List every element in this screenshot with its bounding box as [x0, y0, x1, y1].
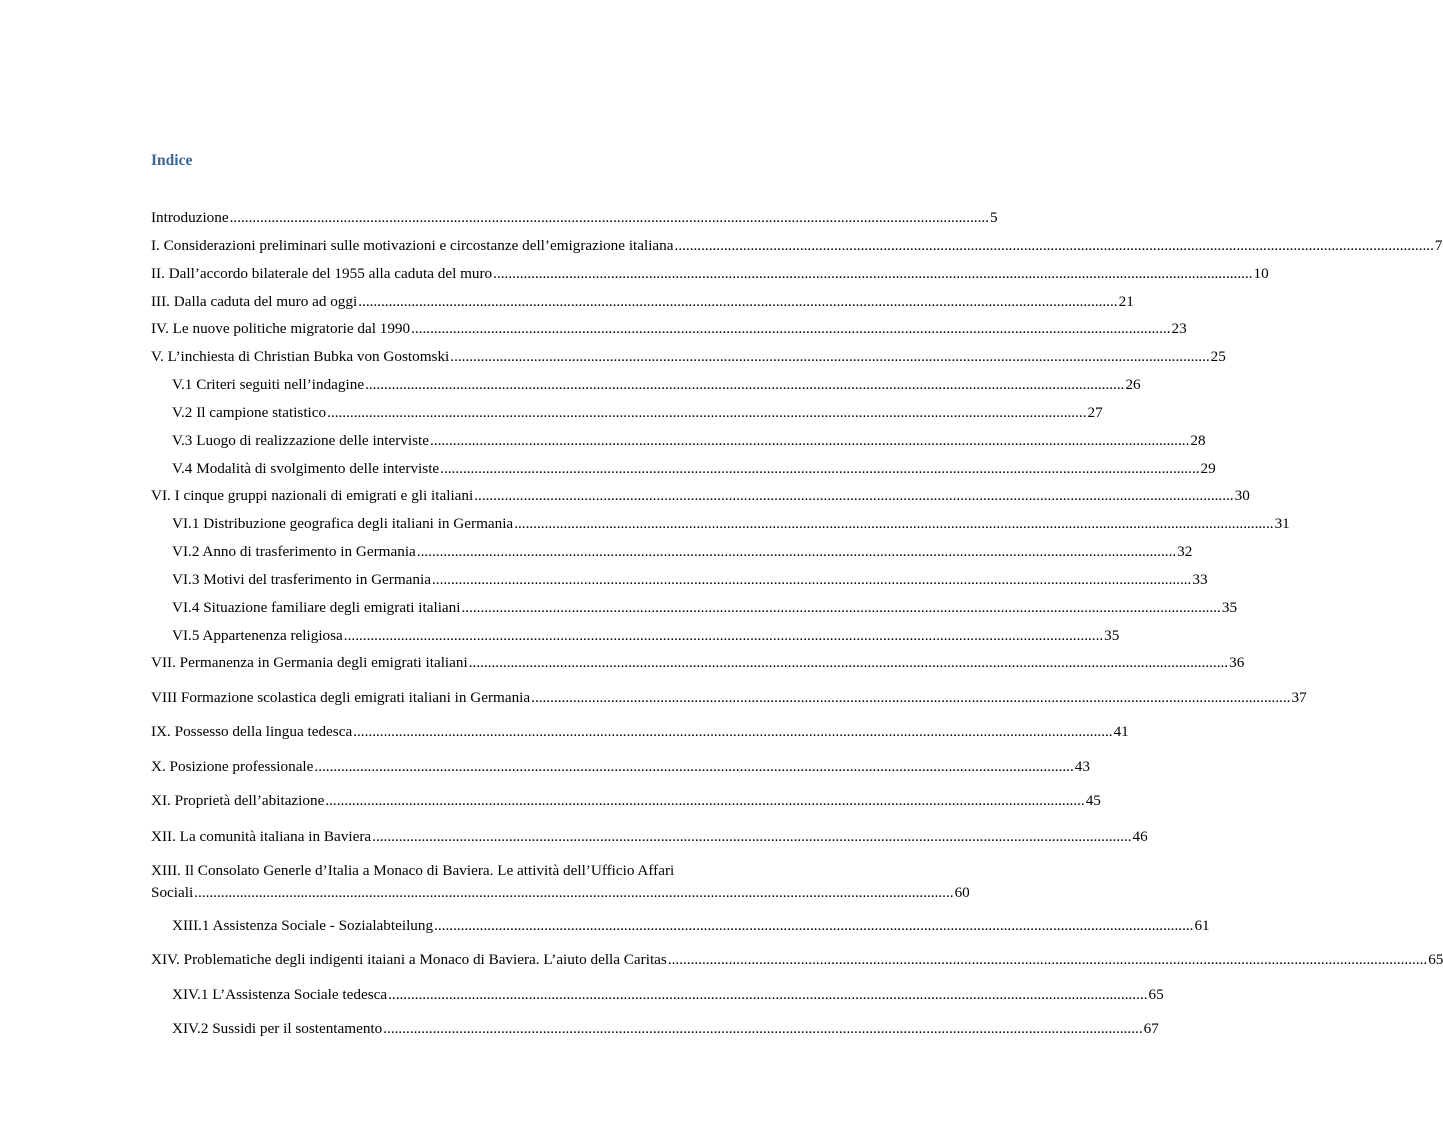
- toc-entry[interactable]: [151, 688, 1307, 708]
- toc-entry[interactable]: [151, 791, 1101, 811]
- dot-leader: ........................................................................................................................................................................................................: [531, 689, 1291, 706]
- toc-label: VI.2 Anno di trasferimento in Germania: [172, 543, 416, 560]
- toc-page: 5: [989, 209, 998, 226]
- toc-page: 7: [1434, 237, 1443, 254]
- toc-page: 31: [1274, 515, 1290, 532]
- dot-leader: ........................................................................................................................................................................................................: [353, 723, 1113, 740]
- toc-subentry[interactable]: [172, 514, 1290, 534]
- toc-subentry[interactable]: [172, 403, 1103, 423]
- toc-label: VI. I cinque gruppi nazionali di emigrati e gli italiani: [151, 487, 474, 504]
- toc-entry[interactable]: [151, 236, 1443, 256]
- toc-page: 29: [1200, 460, 1216, 477]
- toc-subentry[interactable]: [172, 375, 1141, 395]
- dot-leader: ........................................................................................................................................................................................................: [372, 828, 1132, 845]
- toc-subentry[interactable]: [172, 1019, 1159, 1039]
- dot-leader: ........................................................................................................................................................................................................: [474, 487, 1234, 504]
- toc-label: V.3 Luogo di realizzazione delle interviste: [172, 432, 429, 449]
- toc-page: 28: [1190, 432, 1206, 449]
- toc-page: 65: [1428, 951, 1443, 968]
- toc-page: 33: [1192, 571, 1208, 588]
- dot-leader: ........................................................................................................................................................................................................: [431, 571, 1192, 588]
- toc-page: 43: [1074, 758, 1090, 775]
- dot-leader: ........................................................................................................................................................................................................: [383, 1020, 1143, 1037]
- dot-leader: ........................................................................................................................................................................................................: [365, 376, 1125, 393]
- toc-page: 65: [1148, 986, 1164, 1003]
- toc-subentry[interactable]: [172, 598, 1238, 618]
- dot-leader: ........................................................................................................................................................................................................: [388, 986, 1148, 1003]
- dot-leader: ........................................................................................................................................................................................................: [461, 599, 1221, 616]
- toc-subentry[interactable]: [172, 916, 1210, 936]
- toc-label: VI.4 Situazione familiare degli emigrati italiani: [172, 599, 461, 616]
- toc-page: 60: [954, 884, 970, 901]
- toc-page: 35: [1104, 627, 1120, 644]
- toc-label: IV. Le nuove politiche migratorie dal 1990: [151, 320, 411, 337]
- dot-leader: ........................................................................................................................................................................................................: [440, 460, 1200, 477]
- toc-label: V.1 Criteri seguiti nell’indagine: [172, 376, 365, 393]
- toc-entry[interactable]: [151, 486, 1250, 506]
- toc-label: VII. Permanenza in Germania degli emigrati italiani: [151, 654, 468, 671]
- toc-subentry[interactable]: [172, 626, 1120, 646]
- toc-page: 21: [1118, 293, 1134, 310]
- toc-label: Sociali: [151, 884, 194, 901]
- toc-label: I. Considerazioni preliminari sulle motivazioni e circostanze dell’emigrazione italiana: [151, 237, 674, 254]
- toc-label: X. Posizione professionale: [151, 758, 314, 775]
- dot-leader: ........................................................................................................................................................................................................: [429, 432, 1190, 449]
- toc-entry[interactable]: [151, 827, 1148, 847]
- toc-page: 46: [1132, 828, 1148, 845]
- dot-leader: ........................................................................................................................................................................................................: [416, 543, 1177, 560]
- toc-entry[interactable]: [151, 264, 1269, 284]
- toc-label: XIV.1 L’Assistenza Sociale tedesca: [172, 986, 388, 1003]
- toc-page: 67: [1143, 1020, 1159, 1037]
- toc-page: 26: [1125, 376, 1141, 393]
- dot-leader: ........................................................................................................................................................................................................: [229, 209, 989, 226]
- toc-label: VIII Formazione scolastica degli emigrati italiani in Germania: [151, 689, 531, 706]
- dot-leader: ........................................................................................................................................................................................................: [327, 404, 1087, 421]
- toc-label: XII. La comunità italiana in Baviera: [151, 828, 372, 845]
- toc-page: 32: [1177, 543, 1193, 560]
- toc-label: III. Dalla caduta del muro ad oggi: [151, 293, 358, 310]
- toc-page: 45: [1085, 792, 1101, 809]
- toc-subentry[interactable]: [172, 431, 1206, 451]
- dot-leader: ........................................................................................................................................................................................................: [468, 654, 1229, 671]
- dot-leader: ........................................................................................................................................................................................................: [358, 293, 1118, 310]
- toc-entry[interactable]: [151, 319, 1187, 339]
- toc-label: VI.5 Appartenenza religiosa: [172, 627, 343, 644]
- toc-entry[interactable]: [151, 861, 970, 903]
- toc-label: XIV.2 Sussidi per il sostentamento: [172, 1020, 383, 1037]
- toc-label: VI.3 Motivi del trasferimento in Germania: [172, 571, 431, 588]
- toc-entry[interactable]: [151, 292, 1134, 312]
- dot-leader: ........................................................................................................................................................................................................: [411, 320, 1171, 337]
- toc-label-line1: XIII. Il Consolato Generle d’Italia a Monaco di Baviera. Le attività dell’Ufficio Affari: [151, 862, 675, 879]
- toc-page: 37: [1291, 689, 1307, 706]
- dot-leader: ........................................................................................................................................................................................................: [450, 348, 1210, 365]
- toc-label: V. L’inchiesta di Christian Bubka von Gostomski: [151, 348, 450, 365]
- toc-subentry[interactable]: [172, 985, 1164, 1005]
- toc-entry[interactable]: [151, 347, 1226, 367]
- toc-page: 10: [1253, 265, 1269, 282]
- toc-label: II. Dall’accordo bilaterale del 1955 alla caduta del muro: [151, 265, 493, 282]
- toc-entry[interactable]: [151, 757, 1090, 777]
- toc-label: Introduzione: [151, 209, 229, 226]
- toc-entry[interactable]: [151, 722, 1129, 742]
- toc-subentry[interactable]: [172, 570, 1208, 590]
- dot-leader: ........................................................................................................................................................................................................: [667, 951, 1428, 968]
- dot-leader: ........................................................................................................................................................................................................: [325, 792, 1085, 809]
- toc-entry[interactable]: [151, 653, 1245, 673]
- toc-page: 41: [1113, 723, 1129, 740]
- toc-page: 61: [1194, 917, 1210, 934]
- toc-subentry[interactable]: [172, 542, 1193, 562]
- toc-label: VI.1 Distribuzione geografica degli italiani in Germania: [172, 515, 514, 532]
- page-title: Indice: [151, 152, 193, 169]
- toc-label: IX. Possesso della lingua tedesca: [151, 723, 353, 740]
- toc-subentry[interactable]: [172, 459, 1216, 479]
- dot-leader: ........................................................................................................................................................................................................: [343, 627, 1104, 644]
- dot-leader: ........................................................................................................................................................................................................: [514, 515, 1274, 532]
- toc-label: V.4 Modalità di svolgimento delle interviste: [172, 460, 440, 477]
- dot-leader: ........................................................................................................................................................................................................: [434, 917, 1194, 934]
- toc-page: 27: [1087, 404, 1103, 421]
- toc-label: XIII.1 Assistenza Sociale - Sozialabteilung: [172, 917, 434, 934]
- dot-leader: ........................................................................................................................................................................................................: [493, 265, 1253, 282]
- toc-page: 36: [1229, 654, 1245, 671]
- dot-leader: ........................................................................................................................................................................................................: [314, 758, 1074, 775]
- dot-leader: ........................................................................................................................................................................................................: [674, 237, 1434, 254]
- dot-leader: ........................................................................................................................................................................................................: [194, 884, 954, 901]
- toc-page: 35: [1221, 599, 1238, 616]
- toc-entry[interactable]: [151, 950, 1443, 970]
- toc-page: 25: [1210, 348, 1226, 365]
- toc-page: 23: [1171, 320, 1187, 337]
- toc-label: V.2 Il campione statistico: [172, 404, 327, 421]
- toc-label: XI. Proprietà dell’abitazione: [151, 792, 325, 809]
- toc-label: XIV. Problematiche degli indigenti itaiani a Monaco di Baviera. L’aiuto della Caritas: [151, 951, 667, 968]
- toc-entry[interactable]: [151, 208, 998, 228]
- toc-page: 30: [1234, 487, 1250, 504]
